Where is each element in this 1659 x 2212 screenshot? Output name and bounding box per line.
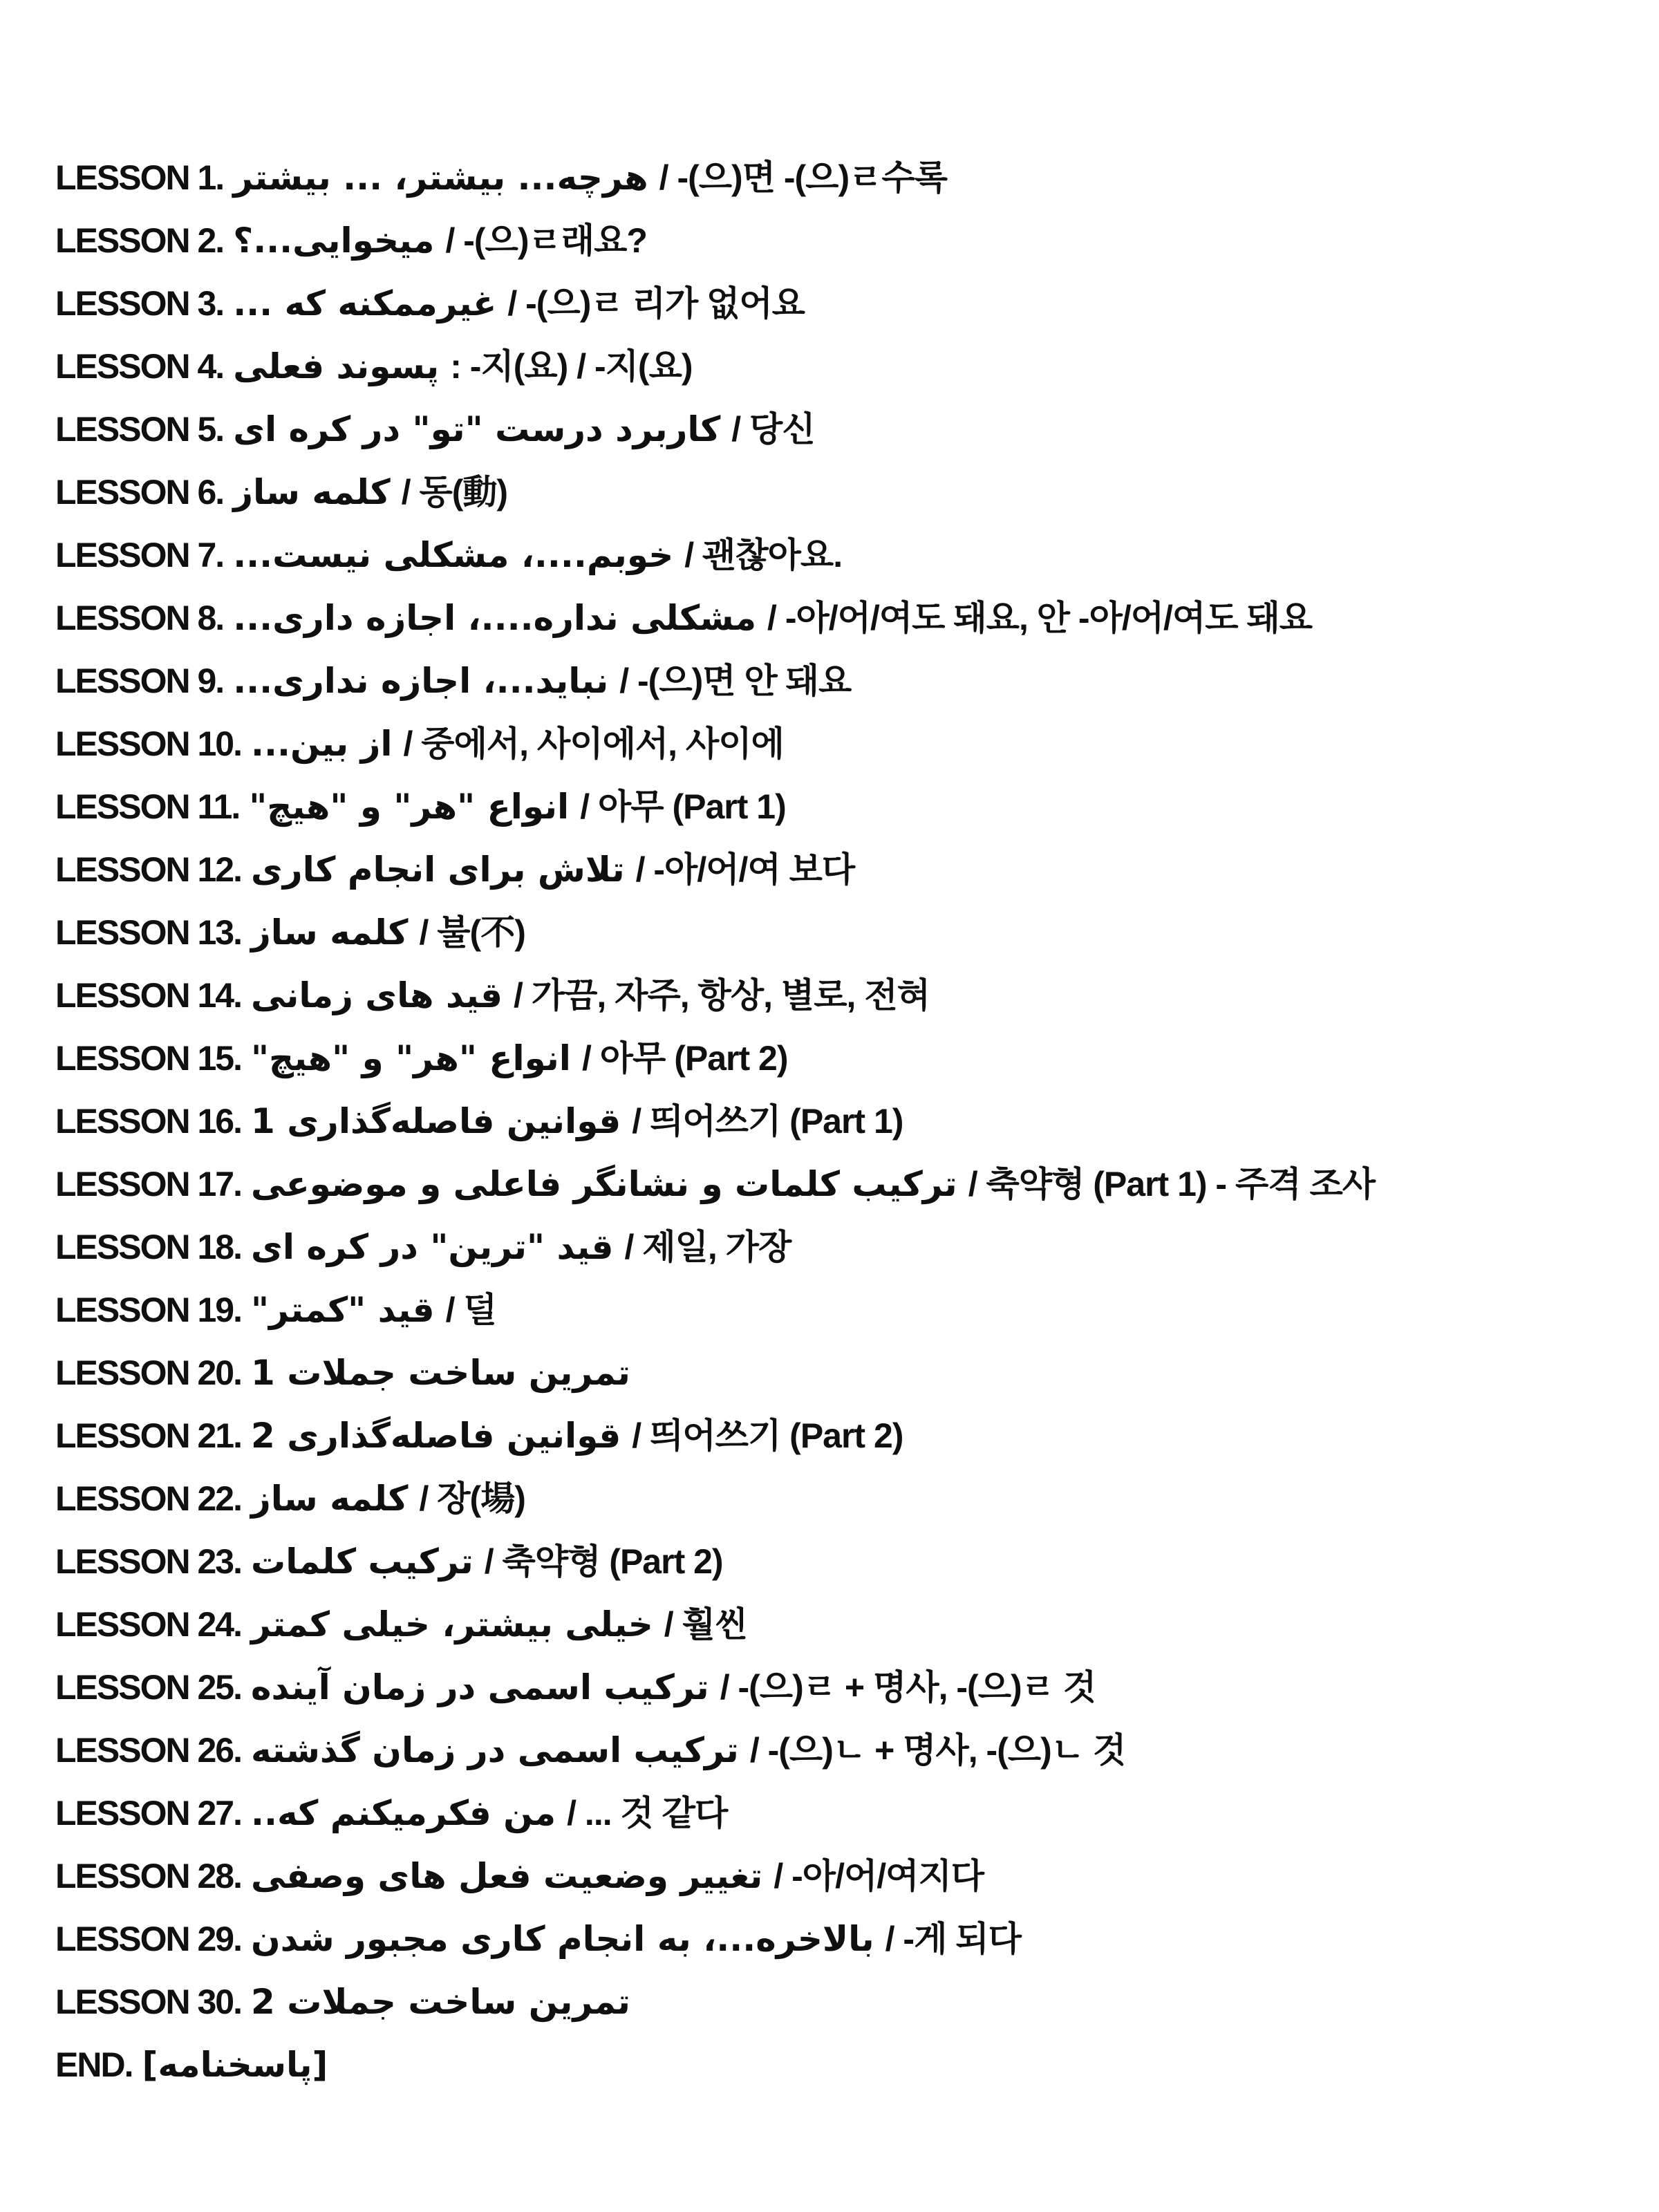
lesson-label: LESSON 24. [55,1605,241,1644]
lesson-title-fa: پسوند فعلی [233,346,440,386]
toc-row [55,838,1631,901]
lesson-title-fa: تلاش برای انجام کاری [251,850,625,890]
lesson-title-fa: قید "ترین" در کره ای [251,1227,614,1267]
lesson-title-fa: مشکلی نداره....، اجازه داری... [233,598,757,638]
lesson-title-fa: از بین... [251,724,393,764]
lesson-title-fa: خوبم....، مشکلی نیست... [233,535,674,575]
lesson-label: LESSON 8. [55,599,224,637]
lesson-label: LESSON 6. [55,473,224,512]
lesson-label: LESSON 10. [55,724,241,763]
lesson-label: LESSON 21. [55,1416,241,1455]
lesson-title-ko: / -아/어/여도 돼요, 안 -아/어/여도 돼요 [767,599,1313,637]
toc-row [55,1530,1631,1593]
toc-row [55,776,1631,838]
lesson-title-ko: / 축약형 (Part 1) - 주격 조사 [968,1165,1376,1203]
lesson-title-fa: تغییر وضعیت فعل های وصفی [251,1856,763,1896]
toc-row [55,1468,1631,1530]
lesson-title-ko: / 가끔, 자주, 항상, 별로, 전혀 [514,976,930,1015]
lesson-title-ko: / 축약형 (Part 2) [484,1542,723,1581]
lesson-label: LESSON 18. [55,1228,241,1266]
lesson-label: LESSON 16. [55,1102,241,1141]
lesson-title-fa: ترکیب اسمی در زمان آینده [251,1667,709,1707]
toc-row [55,1593,1631,1656]
lesson-title-ko: / ... 것 같다 [567,1794,728,1833]
lesson-title-ko: / 당신 [731,410,815,449]
lesson-label: LESSON 28. [55,1857,241,1895]
toc-row [55,335,1631,398]
end-row [55,2034,1631,2097]
toc-row [55,272,1631,335]
lesson-title-fa: میخوایی...؟ [233,221,435,261]
lesson-title-fa: نباید...، اجازه نداری... [233,661,609,701]
lesson-title-ko: : -지(요) / -지(요) [450,347,693,386]
toc-row [55,147,1631,209]
toc-row [55,1153,1631,1216]
lesson-label: LESSON 3. [55,284,224,323]
lesson-title-ko: / -(으)ㄴ + 명사, -(으)ㄴ 것 [749,1731,1126,1770]
lesson-label: LESSON 30. [55,1983,241,2021]
lesson-title-ko: / 띄어쓰기 (Part 1) [632,1102,903,1141]
lesson-title-fa: کلمه ساز [251,1479,409,1519]
lesson-title-fa: انواع "هر" و "هیچ" [249,787,570,827]
lesson-label: LESSON 12. [55,850,241,889]
lesson-label: LESSON 29. [55,1920,241,1958]
lesson-title-fa: قید "کمتر" [251,1290,435,1330]
lesson-label: LESSON 23. [55,1542,241,1581]
lesson-title-fa: ترکیب اسمی در زمان گذشته [251,1730,739,1770]
lesson-label: LESSON 22. [55,1479,241,1518]
lesson-title-fa: ترکیب کلمات [251,1541,474,1582]
toc-row [55,398,1631,461]
lesson-title-ko: / 동(動) [401,473,508,512]
lesson-title-fa: بالاخره...، به انجام کاری مجبور شدن [251,1919,874,1959]
lesson-title-fa: قوانین فاصله‌گذاری 2 [251,1416,621,1456]
lesson-title-fa: خیلی بیشتر، خیلی کمتر [251,1604,653,1644]
lesson-label: LESSON 11. [55,787,240,826]
lesson-title-ko: / 중에서, 사이에서, 사이에 [403,724,784,763]
toc-row [55,1782,1631,1845]
lesson-label: LESSON 7. [55,536,224,574]
lesson-label: LESSON 14. [55,976,241,1015]
lesson-title-ko: / 아무 (Part 1) [580,787,786,826]
lesson-label: LESSON 2. [55,221,224,260]
lesson-title-ko: / 제일, 가장 [624,1228,791,1266]
toc-row [55,1279,1631,1342]
toc-row [55,587,1631,650]
lesson-label: LESSON 19. [55,1291,241,1329]
lesson-label: LESSON 26. [55,1731,241,1770]
lesson-title-ko: / -아/어/여지다 [774,1857,984,1895]
toc-row [55,209,1631,272]
toc-row [55,1090,1631,1153]
lesson-label: LESSON 5. [55,410,224,449]
lesson-title-fa: انواع "هر" و "هیچ" [251,1038,571,1078]
toc-row [55,1342,1631,1405]
lesson-label: LESSON 25. [55,1668,241,1707]
lesson-title-fa: [پاسخنامه] [142,2045,328,2085]
lesson-title-fa: تمرین ساخت جملات 1 [251,1353,630,1393]
toc-row [55,1971,1631,2034]
lesson-title-ko: / 아무 (Part 2) [581,1039,788,1078]
toc-row [55,1719,1631,1782]
lesson-title-ko: / 괜찮아요. [684,536,843,574]
toc-row [55,650,1631,713]
lesson-title-fa: کلمه ساز [251,912,409,953]
lesson-title-ko: / -(으)ㄹ래요? [445,221,647,260]
lesson-title-ko: / 덜 [445,1291,496,1329]
toc-row [55,1216,1631,1279]
toc-row [55,524,1631,587]
lesson-title-ko: / -(으)ㄹ + 명사, -(으)ㄹ 것 [720,1668,1096,1707]
lesson-label: LESSON 1. [55,158,224,197]
lesson-title-ko: / 훨씬 [664,1605,748,1644]
lesson-title-ko: / -(으)면 -(으)ㄹ수록 [659,158,948,197]
lesson-title-fa: غیرممکنه که ... [233,283,497,324]
toc-row [55,1845,1631,1908]
lesson-label: END. [55,2045,133,2084]
lesson-label: LESSON 27. [55,1794,241,1833]
lesson-title-fa: هرچه... بیشتر، ... بیشتر [233,158,648,198]
toc-row [55,713,1631,776]
lesson-title-fa: کاربرد درست "تو" در کره ای [233,409,721,449]
lesson-title-ko: / 띄어쓰기 (Part 2) [632,1416,903,1455]
lesson-title-fa: تمرین ساخت جملات 2 [251,1982,630,2022]
lesson-title-ko: / 장(場) [419,1479,525,1518]
lesson-title-fa: کلمه ساز [233,472,391,512]
lesson-title-ko: / -(으)ㄹ 리가 없어요 [507,284,805,323]
lesson-label: LESSON 15. [55,1039,241,1078]
lesson-label: LESSON 13. [55,913,241,952]
toc-row [55,1656,1631,1719]
lesson-title-fa: قید های زمانی [251,975,503,1015]
toc-row [55,1027,1631,1090]
lesson-title-fa: ترکیب کلمات و نشانگر فاعلی و موضوعی [251,1164,957,1204]
toc-row [55,461,1631,524]
lesson-label: LESSON 4. [55,347,224,386]
toc-row [55,964,1631,1027]
lesson-title-ko: / -아/어/여 보다 [635,850,855,889]
lesson-title-fa: قوانین فاصله‌گذاری 1 [251,1101,621,1141]
lesson-title-ko: / -(으)면 안 돼요 [619,662,852,700]
lesson-label: LESSON 17. [55,1165,241,1203]
toc-row [55,1908,1631,1971]
toc-row [55,1405,1631,1468]
lesson-title-ko: / -게 되다 [885,1920,1021,1958]
lesson-label: LESSON 20. [55,1353,241,1392]
lesson-label: LESSON 9. [55,662,224,700]
toc-row [55,901,1631,964]
lesson-title-ko: / 불(不) [419,913,525,952]
lesson-title-fa: من فکرمیکنم که.. [251,1793,556,1833]
